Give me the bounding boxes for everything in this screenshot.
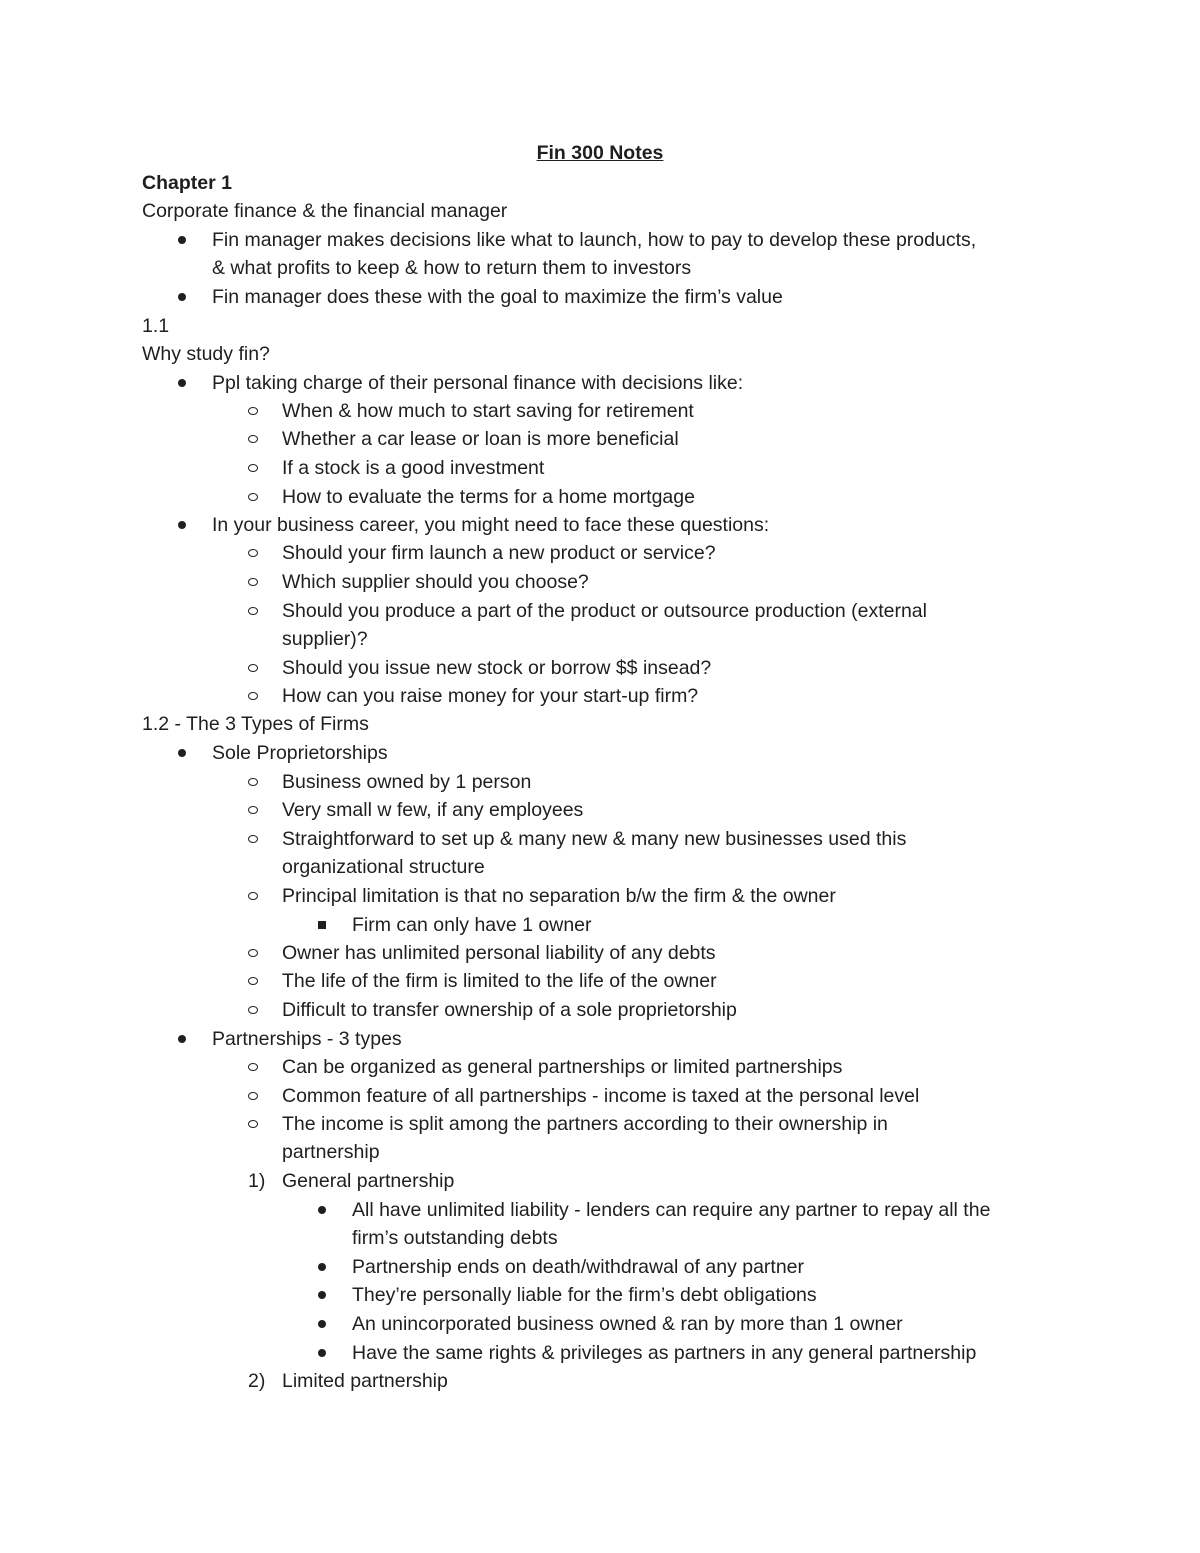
list-item: Fin manager makes decisions like what to launch, how to pay to develop these products,	[212, 229, 977, 251]
hollow-bullet-icon	[248, 549, 258, 557]
list-item: Limited partnership	[282, 1370, 448, 1392]
bullet-icon	[178, 1035, 186, 1043]
list-item: Have the same rights & privileges as partners in any general partnership	[352, 1342, 977, 1364]
square-bullet-icon	[318, 921, 326, 929]
list-item: Sole Proprietorships	[212, 742, 388, 764]
bullet-icon	[178, 521, 186, 529]
hollow-bullet-icon	[248, 578, 258, 586]
hollow-bullet-icon	[248, 1006, 258, 1014]
hollow-bullet-icon	[248, 664, 258, 672]
list-item: Principal limitation is that no separation b/w the firm & the owner	[282, 885, 836, 907]
list-number: 2)	[248, 1370, 266, 1392]
bullet-icon	[318, 1263, 326, 1271]
bullet-icon	[178, 236, 186, 244]
chapter-heading: Chapter 1	[142, 172, 232, 194]
hollow-bullet-icon	[248, 407, 258, 415]
hollow-bullet-icon	[248, 949, 258, 957]
list-item: The income is split among the partners according to their ownership in	[282, 1113, 888, 1135]
hollow-bullet-icon	[248, 778, 258, 786]
section-heading: 1.2 - The 3 Types of Firms	[142, 713, 369, 735]
bullet-icon	[178, 293, 186, 301]
list-item: How to evaluate the terms for a home mortgage	[282, 486, 695, 508]
bullet-icon	[318, 1349, 326, 1357]
list-item: General partnership	[282, 1170, 455, 1192]
hollow-bullet-icon	[248, 1063, 258, 1071]
hollow-bullet-icon	[248, 977, 258, 985]
list-item: The life of the firm is limited to the life of the owner	[282, 970, 717, 992]
list-item: Can be organized as general partnerships or limited partnerships	[282, 1056, 843, 1078]
list-item: Difficult to transfer ownership of a sole proprietorship	[282, 999, 737, 1021]
list-item: Should your firm launch a new product or service?	[282, 542, 716, 564]
list-item: In your business career, you might need to face these questions:	[212, 514, 770, 536]
list-item: Common feature of all partnerships - income is taxed at the personal level	[282, 1085, 920, 1107]
list-item: Ppl taking charge of their personal finance with decisions like:	[212, 372, 744, 394]
list-item: Which supplier should you choose?	[282, 571, 589, 593]
list-item: Very small w few, if any employees	[282, 799, 584, 821]
list-item: Partnerships - 3 types	[212, 1028, 402, 1050]
list-item: An unincorporated business owned & ran by more than 1 owner	[352, 1313, 903, 1335]
hollow-bullet-icon	[248, 435, 258, 443]
list-item: Whether a car lease or loan is more beneficial	[282, 428, 679, 450]
hollow-bullet-icon	[248, 464, 258, 472]
list-item: All have unlimited liability - lenders can require any partner to repay all the	[352, 1199, 991, 1221]
hollow-bullet-icon	[248, 835, 258, 843]
hollow-bullet-icon	[248, 806, 258, 814]
list-number: 1)	[248, 1170, 266, 1192]
bullet-icon	[178, 379, 186, 387]
list-item: Should you produce a part of the product or outsource production (external	[282, 600, 927, 622]
hollow-bullet-icon	[248, 692, 258, 700]
section-text: Why study fin?	[142, 343, 270, 365]
list-item: When & how much to start saving for retirement	[282, 400, 694, 422]
hollow-bullet-icon	[248, 493, 258, 501]
list-item: How can you raise money for your start-up firm?	[282, 685, 699, 707]
list-item: Straightforward to set up & many new & many new businesses used this	[282, 828, 907, 850]
list-item: Owner has unlimited personal liability of any debts	[282, 942, 716, 964]
list-item: Firm can only have 1 owner	[352, 914, 592, 936]
page-title: Fin 300 Notes	[536, 142, 664, 164]
section-text: Corporate finance & the financial manager	[142, 200, 508, 222]
list-item-continued: organizational structure	[282, 856, 485, 878]
list-item: Business owned by 1 person	[282, 771, 532, 793]
list-item: If a stock is a good investment	[282, 457, 545, 479]
list-item: Should you issue new stock or borrow $$ insead?	[282, 657, 712, 679]
hollow-bullet-icon	[248, 1092, 258, 1100]
list-item-continued: & what profits to keep & how to return them to investors	[212, 257, 692, 279]
bullet-icon	[318, 1291, 326, 1299]
list-item-continued: supplier)?	[282, 628, 368, 650]
list-item-continued: firm’s outstanding debts	[352, 1227, 558, 1249]
list-item-continued: partnership	[282, 1141, 380, 1163]
bullet-icon	[178, 749, 186, 757]
hollow-bullet-icon	[248, 892, 258, 900]
hollow-bullet-icon	[248, 607, 258, 615]
section-number: 1.1	[142, 315, 170, 337]
list-item: Fin manager does these with the goal to maximize the firm’s value	[212, 286, 783, 308]
list-item: They’re personally liable for the firm’s debt obligations	[352, 1284, 817, 1306]
bullet-icon	[318, 1206, 326, 1214]
hollow-bullet-icon	[248, 1120, 258, 1128]
bullet-icon	[318, 1320, 326, 1328]
list-item: Partnership ends on death/withdrawal of any partner	[352, 1256, 805, 1278]
